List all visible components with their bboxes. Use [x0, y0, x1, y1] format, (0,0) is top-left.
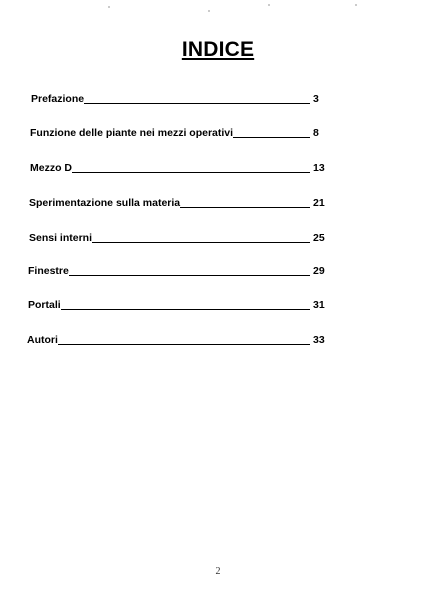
toc-entry-page: 33	[313, 334, 325, 346]
toc-entry-funzione-delle-piante	[30, 123, 327, 139]
toc-entry-label: Prefazione	[31, 93, 85, 105]
toc-entry-finestre	[28, 261, 327, 277]
toc-entry-page: 3	[313, 93, 319, 105]
scan-speck	[268, 4, 270, 6]
toc-leader-line	[84, 93, 310, 104]
toc-leader-line	[92, 232, 310, 243]
toc-entry-label: Funzione delle piante nei mezzi operativi	[30, 127, 234, 139]
toc-entry-autori	[27, 330, 327, 346]
scan-speck	[355, 4, 357, 6]
toc-entry-page: 13	[313, 162, 325, 174]
scan-speck	[208, 10, 210, 12]
toc-leader-line	[180, 197, 310, 208]
toc-entry-sensi-interni	[29, 228, 327, 244]
toc-entry-portali	[28, 295, 327, 311]
toc-entry-label: Sperimentazione sulla materia	[29, 197, 181, 209]
toc-entry-label: Mezzo D	[30, 162, 72, 174]
page-title: INDICE	[181, 38, 255, 61]
toc-entry-sperimentazione	[29, 193, 327, 209]
toc-entry-prefazione	[31, 89, 327, 105]
toc-entry-page: 8	[313, 127, 319, 139]
toc-leader-line	[72, 162, 310, 173]
toc-entry-label: Portali	[28, 299, 61, 311]
toc-entry-page: 31	[313, 299, 325, 311]
toc-entry-mezzo-d	[30, 158, 327, 174]
toc-leader-line	[58, 334, 310, 345]
toc-entry-page: 29	[313, 265, 325, 277]
toc-entry-label: Autori	[27, 334, 58, 346]
scan-speck	[108, 6, 110, 8]
toc-leader-line	[61, 299, 310, 310]
page-number: 2	[215, 566, 221, 577]
toc-entry-label: Sensi interni	[29, 232, 93, 244]
toc-entry-page: 21	[313, 197, 325, 209]
toc-leader-line	[69, 265, 310, 276]
toc-entry-page: 25	[313, 232, 325, 244]
toc-entry-label: Finestre	[28, 265, 69, 277]
toc-leader-line	[233, 127, 310, 138]
